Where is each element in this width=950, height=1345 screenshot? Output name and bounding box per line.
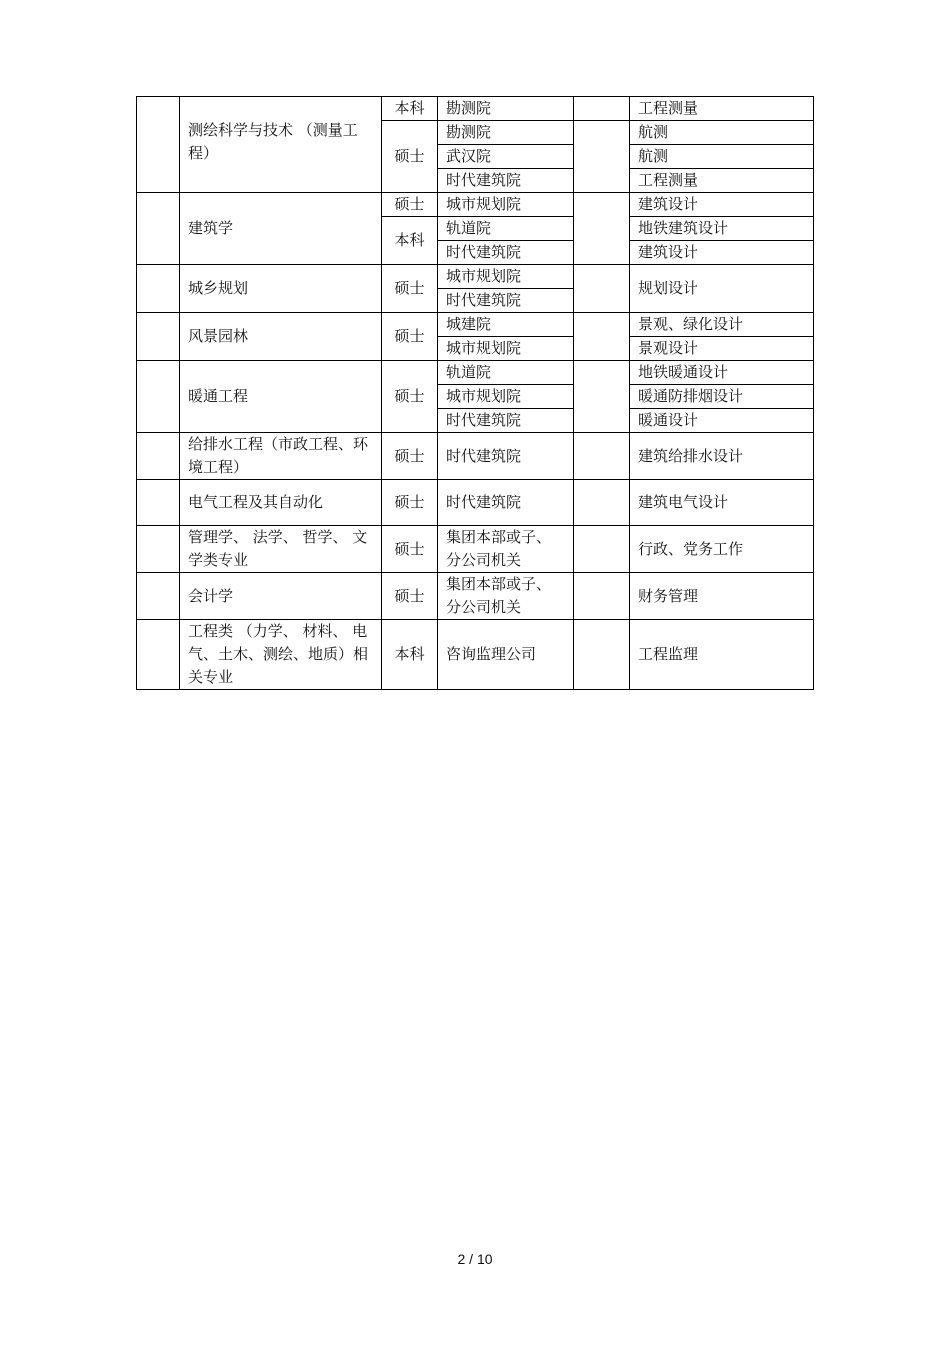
major-cell: 测绘科学与技术 （测量工程） (180, 97, 382, 193)
index-cell (137, 193, 180, 265)
table-row (137, 193, 814, 217)
unit-cell: 时代建筑院 (438, 241, 574, 265)
post-cell: 财务管理 (630, 573, 814, 620)
blank-cell (574, 97, 630, 121)
table-row (137, 620, 814, 690)
recruitment-table (136, 96, 814, 690)
table-row (137, 361, 814, 385)
degree-cell: 硕士 (382, 361, 438, 433)
unit-cell: 勘测院 (438, 121, 574, 145)
degree-cell: 硕士 (382, 433, 438, 480)
major-cell: 风景园林 (180, 313, 382, 361)
blank-cell (574, 573, 630, 620)
table-row (137, 265, 814, 289)
post-cell: 建筑设计 (630, 193, 814, 217)
major-cell: 工程类 （力学、 材料、 电气、土木、测绘、地质）相关专业 (180, 620, 382, 690)
major-cell: 暖通工程 (180, 361, 382, 433)
blank-cell (574, 620, 630, 690)
table-row (137, 526, 814, 573)
post-cell: 工程监理 (630, 620, 814, 690)
unit-cell: 城市规划院 (438, 385, 574, 409)
degree-cell: 本科 (382, 97, 438, 121)
index-cell (137, 573, 180, 620)
post-cell: 工程测量 (630, 97, 814, 121)
major-cell: 建筑学 (180, 193, 382, 265)
page-number: 2 / 10 (457, 1251, 493, 1267)
major-cell: 会计学 (180, 573, 382, 620)
degree-cell: 硕士 (382, 526, 438, 573)
unit-cell: 咨询监理公司 (438, 620, 574, 690)
index-cell (137, 265, 180, 313)
degree-cell: 硕士 (382, 480, 438, 526)
unit-cell: 勘测院 (438, 97, 574, 121)
degree-cell: 本科 (382, 620, 438, 690)
blank-cell (574, 526, 630, 573)
blank-cell (574, 361, 630, 433)
post-cell: 建筑给排水设计 (630, 433, 814, 480)
table-row (137, 573, 814, 620)
blank-cell (574, 265, 630, 313)
degree-cell: 硕士 (382, 265, 438, 313)
post-cell: 暖通设计 (630, 409, 814, 433)
index-cell (137, 526, 180, 573)
blank-cell (574, 480, 630, 526)
index-cell (137, 433, 180, 480)
unit-cell: 时代建筑院 (438, 409, 574, 433)
post-cell: 航测 (630, 121, 814, 145)
post-cell: 景观、绿化设计 (630, 313, 814, 337)
unit-cell: 城市规划院 (438, 337, 574, 361)
post-cell: 建筑设计 (630, 241, 814, 265)
major-cell: 电气工程及其自动化 (180, 480, 382, 526)
blank-cell (574, 121, 630, 193)
post-cell: 建筑电气设计 (630, 480, 814, 526)
degree-cell: 硕士 (382, 313, 438, 361)
index-cell (137, 620, 180, 690)
unit-cell: 集团本部或子、分公司机关 (438, 573, 574, 620)
degree-cell: 本科 (382, 217, 438, 265)
index-cell (137, 361, 180, 433)
unit-cell: 轨道院 (438, 361, 574, 385)
unit-cell: 城市规划院 (438, 265, 574, 289)
major-cell: 管理学、 法学、 哲学、 文学类专业 (180, 526, 382, 573)
unit-cell: 城市规划院 (438, 193, 574, 217)
degree-cell: 硕士 (382, 193, 438, 217)
post-cell: 航测 (630, 145, 814, 169)
post-cell: 地铁暖通设计 (630, 361, 814, 385)
unit-cell: 时代建筑院 (438, 480, 574, 526)
unit-cell: 武汉院 (438, 145, 574, 169)
unit-cell: 城建院 (438, 313, 574, 337)
table-row (137, 480, 814, 526)
degree-cell: 硕士 (382, 121, 438, 193)
unit-cell: 轨道院 (438, 217, 574, 241)
table-row (137, 433, 814, 480)
degree-cell: 硕士 (382, 573, 438, 620)
table-row (137, 313, 814, 337)
post-cell: 规划设计 (630, 265, 814, 313)
unit-cell: 时代建筑院 (438, 433, 574, 480)
post-cell: 地铁建筑设计 (630, 217, 814, 241)
blank-cell (574, 433, 630, 480)
blank-cell (574, 193, 630, 265)
major-cell: 城乡规划 (180, 265, 382, 313)
index-cell (137, 313, 180, 361)
post-cell: 景观设计 (630, 337, 814, 361)
blank-cell (574, 313, 630, 361)
post-cell: 行政、党务工作 (630, 526, 814, 573)
unit-cell: 时代建筑院 (438, 169, 574, 193)
index-cell (137, 97, 180, 193)
unit-cell: 集团本部或子、分公司机关 (438, 526, 574, 573)
major-cell: 给排水工程（市政工程、环境工程） (180, 433, 382, 480)
table-row (137, 97, 814, 121)
index-cell (137, 480, 180, 526)
unit-cell: 时代建筑院 (438, 289, 574, 313)
post-cell: 工程测量 (630, 169, 814, 193)
post-cell: 暖通防排烟设计 (630, 385, 814, 409)
